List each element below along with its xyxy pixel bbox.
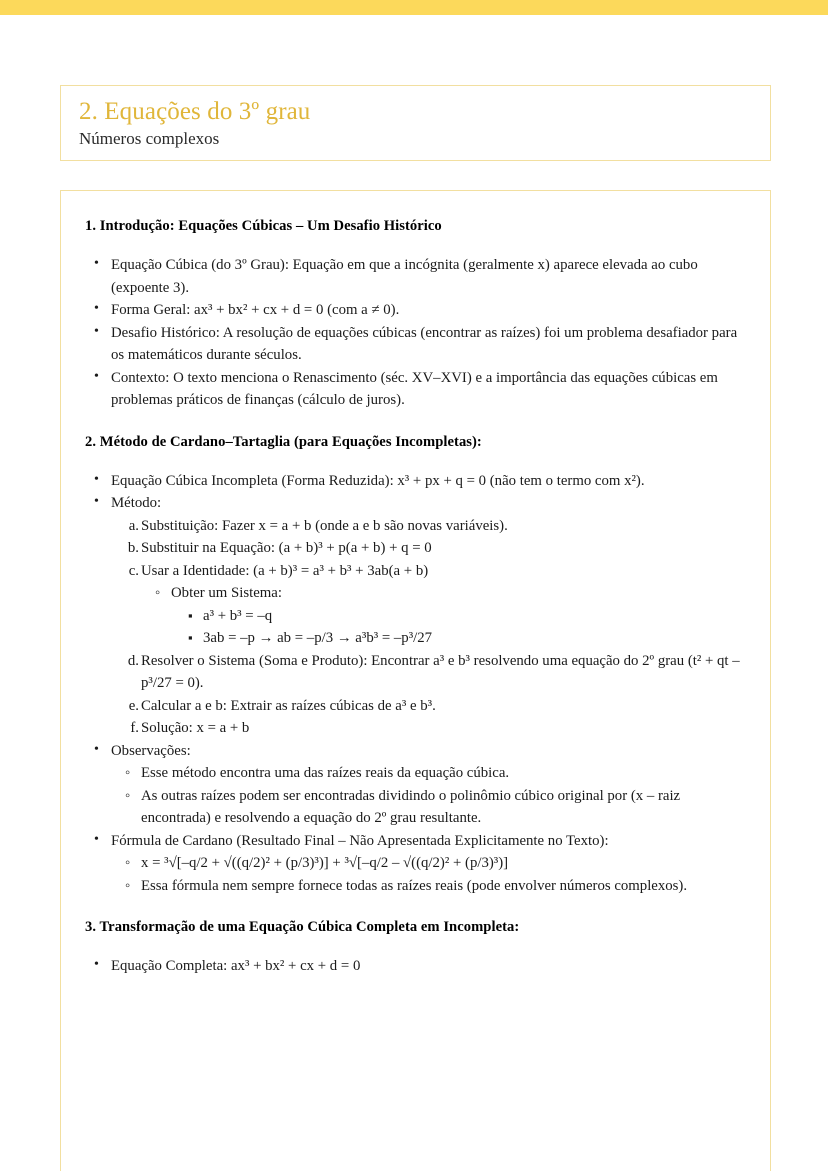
list-item-text: Resolver o Sistema (Soma e Produto): Encontrar a³ e b³ resolvendo uma equação do 2º grau (t² + qt – p³/27 = 0). (141, 652, 740, 691)
list-item (141, 852, 744, 875)
section-3-list (85, 955, 744, 978)
list-item-text: As outras raízes podem ser encontradas dividindo o polinômio cúbico original por (x – raiz encontrada) e resolvendo a equação do 2º grau resultante. (141, 787, 681, 826)
spacer (85, 897, 744, 917)
list-item (109, 470, 744, 493)
list-item (141, 785, 744, 830)
cardano-formula-text: x = ³√[–q/2 + √((q/2)² + (p/3)³)] + ³√[–q/2 – √((q/2)² + (p/3)³)] (141, 855, 509, 871)
list-item (203, 627, 744, 650)
list-item (141, 717, 744, 740)
observations-list (111, 762, 744, 830)
list-item-text: Equação Cúbica (do 3º Grau): Equação em que a incógnita (geralmente x) aparece elevada ao cubo (expoente 3). (111, 257, 698, 296)
page-subtitle: Números complexos (79, 129, 220, 148)
spacer (85, 412, 744, 432)
list-item (109, 367, 744, 412)
system-equations-list (171, 605, 744, 650)
method-steps-list-continued (111, 650, 744, 740)
list-item-text: Desafio Histórico: A resolução de equações cúbicas (encontrar as raízes) foi um problema desafiador para os matemáticos durante séculos. (111, 324, 738, 363)
list-item (109, 830, 744, 898)
list-item-text: Substituir na Equação: (a + b)³ + p(a + b) + q = 0 (141, 540, 432, 556)
list-item-text: Esse método encontra uma das raízes reais da equação cúbica. (141, 765, 510, 781)
list-item-text: 3ab = –p → ab = –p/3 → a³b³ = –p³/27 (203, 630, 433, 646)
list-item-text: Fórmula de Cardano (Resultado Final – Não Apresentada Explicitamente no Texto): (111, 832, 609, 849)
list-item (109, 492, 744, 740)
list-item-text: Contexto: O texto menciona o Renascimento (séc. XV–XVI) e a importância das equações cúbicas em problemas práticos de finanças (cálculo de juros). (111, 369, 718, 408)
list-item (141, 560, 744, 650)
list-item-text: Essa fórmula nem sempre fornece todas as raízes reais (pode envolver números complexos). (141, 877, 688, 894)
list-item (109, 322, 744, 367)
section-1-list (85, 254, 744, 412)
list-item-text: Solução: x = a + b (141, 720, 250, 736)
top-accent-bar (0, 0, 828, 15)
list-item-text: Substituição: Fazer x = a + b (onde a e b são novas variáveis). (141, 517, 508, 534)
list-item-text: Equação Completa: ax³ + bx² + cx + d = 0 (111, 958, 361, 974)
list-item-text: Forma Geral: ax³ + bx² + cx + d = 0 (com a ≠ 0). (111, 302, 400, 318)
cardano-formula-list (111, 852, 744, 897)
list-item-text: Calcular a e b: Extrair as raízes cúbicas de a³ e b³. (141, 697, 436, 714)
list-item (203, 605, 744, 628)
list-item (141, 650, 744, 695)
section-heading-2: 2. Método de Cardano–Tartaglia (para Equações Incompletas): (85, 433, 482, 450)
document-header-panel (60, 85, 771, 161)
list-item (109, 740, 744, 830)
list-item (141, 875, 744, 898)
list-item (141, 515, 744, 538)
list-item-text: Usar a Identidade: (a + b)³ = a³ + b³ + 3ab(a + b) (141, 562, 429, 579)
section-2-list (85, 470, 744, 898)
list-item-text: Método: (111, 495, 162, 511)
list-item-text: Observações: (111, 742, 191, 759)
list-item (109, 299, 744, 322)
method-steps-list (111, 515, 744, 650)
list-item (141, 695, 744, 718)
section-heading-1: 1. Introdução: Equações Cúbicas – Um Desafio Histórico (85, 218, 442, 234)
system-sublist (141, 582, 744, 650)
list-item-text: Obter um Sistema: (171, 585, 282, 601)
list-item (109, 254, 744, 299)
list-item (141, 762, 744, 785)
list-item-text: Equação Cúbica Incompleta (Forma Reduzida): x³ + px + q = 0 (não tem o termo com x²). (111, 472, 645, 489)
list-item-text: a³ + b³ = –q (203, 607, 273, 624)
list-item (171, 582, 744, 650)
list-item (141, 537, 744, 560)
page-title: 2. Equações do 3º grau (79, 98, 311, 125)
page-canvas (0, 15, 828, 1171)
list-item (109, 955, 744, 978)
document-content-panel (60, 190, 771, 1171)
section-heading-3: 3. Transformação de uma Equação Cúbica Completa em Incompleta: (85, 919, 520, 935)
